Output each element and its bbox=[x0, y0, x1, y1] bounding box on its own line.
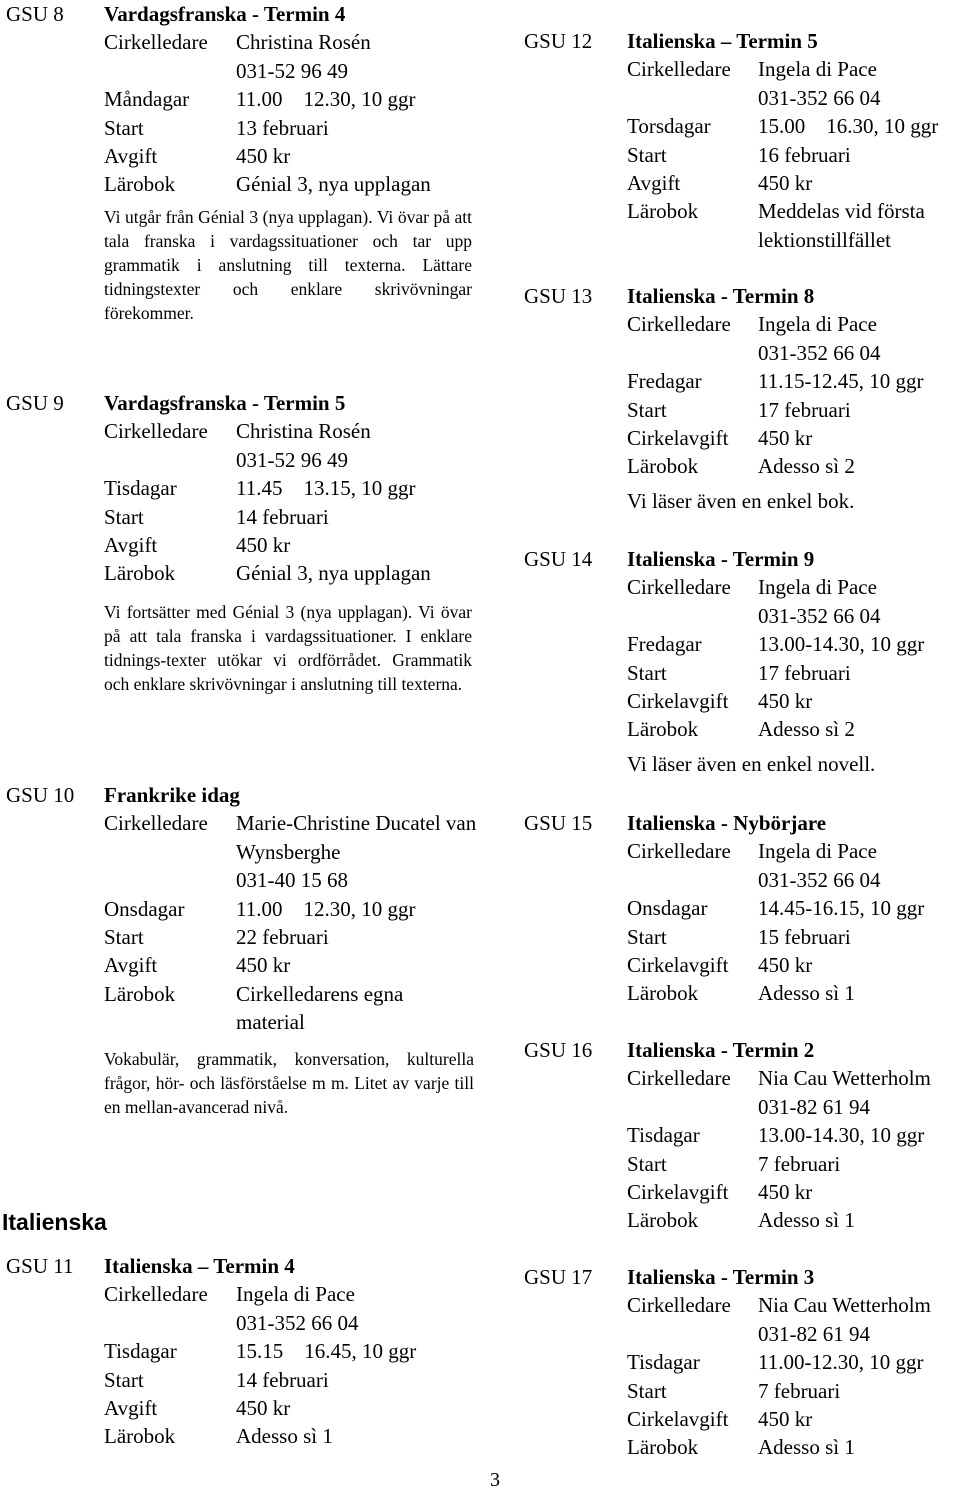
book-label: Lärobok bbox=[627, 1208, 699, 1233]
leader-name: Nia Cau Wetterholm bbox=[758, 1066, 931, 1091]
day-label: Onsdagar bbox=[627, 896, 708, 921]
book-value: Adesso sì 1 bbox=[236, 1424, 333, 1449]
course-title: Italienska - Nybörjare bbox=[627, 811, 827, 835]
course-title: Italienska - Termin 3 bbox=[627, 1265, 815, 1289]
book-label: Lärobok bbox=[627, 454, 699, 479]
start-date: 14 februari bbox=[236, 504, 329, 529]
leader-name: Ingela di Pace bbox=[758, 57, 877, 82]
fee-label: Cirkelavgift bbox=[627, 688, 729, 713]
start-label: Start bbox=[104, 924, 144, 949]
leader-name: Ingela di Pace bbox=[758, 312, 877, 337]
day-label: Fredagar bbox=[627, 632, 702, 657]
day-label: Tisdagar bbox=[627, 1123, 700, 1148]
leader-label: Cirkelledare bbox=[104, 30, 208, 55]
start-date: 17 februari bbox=[758, 660, 851, 685]
leader-name: Ingela di Pace bbox=[758, 575, 877, 600]
day-label: Onsdagar bbox=[104, 896, 185, 921]
time-value: 11.00 12.30, 10 ggr bbox=[236, 896, 416, 921]
fee-value: 450 kr bbox=[758, 425, 813, 450]
course-code: GSU 16 bbox=[524, 1038, 593, 1062]
book-label: Lärobok bbox=[627, 981, 699, 1006]
book-label: Lärobok bbox=[627, 717, 699, 742]
time-value: 15.00 16.30, 10 ggr bbox=[758, 114, 939, 139]
fee-value: 450 kr bbox=[758, 952, 813, 977]
fee-value: 450 kr bbox=[758, 1406, 813, 1431]
book-label: Lärobok bbox=[104, 172, 176, 197]
course-code: GSU 12 bbox=[524, 29, 593, 53]
leader-label: Cirkelledare bbox=[627, 839, 731, 864]
fee-label: Avgift bbox=[104, 532, 158, 557]
phone-number: 031-82 61 94 bbox=[758, 1094, 870, 1119]
day-label: Tisdagar bbox=[104, 1339, 177, 1364]
start-label: Start bbox=[104, 504, 144, 529]
course-description: Vokabulär, grammatik, konversation, kulturella frågor, hör- och läsförståelse m m. Litet av varje till en mellan-avancerad nivå. bbox=[104, 1048, 474, 1117]
phone-number: 031-40 15 68 bbox=[236, 868, 348, 893]
course-code: GSU 13 bbox=[524, 284, 593, 308]
phone-number: 031-352 66 04 bbox=[758, 85, 881, 110]
phone-number: 031-352 66 04 bbox=[758, 867, 881, 892]
fee-value: 450 kr bbox=[758, 688, 813, 713]
time-value: 15.15 16.45, 10 ggr bbox=[236, 1339, 417, 1364]
phone-number: 031-352 66 04 bbox=[758, 603, 881, 628]
course-title: Vardagsfranska - Termin 4 bbox=[104, 2, 346, 26]
course-code: GSU 15 bbox=[524, 811, 593, 835]
course-code: GSU 14 bbox=[524, 547, 593, 571]
course-code: GSU 10 bbox=[6, 783, 75, 807]
start-label: Start bbox=[627, 142, 667, 167]
phone-number: 031-52 96 49 bbox=[236, 447, 348, 472]
time-value: 14.45-16.15, 10 ggr bbox=[758, 896, 925, 921]
fee-value: 450 kr bbox=[758, 170, 813, 195]
start-label: Start bbox=[627, 397, 667, 422]
start-date: 7 februari bbox=[758, 1151, 841, 1176]
book-value: Meddelas vid första lektionstillfället bbox=[758, 199, 925, 252]
book-label: Lärobok bbox=[104, 981, 176, 1006]
course-description: Vi fortsätter med Génial 3 (nya upplagan). Vi övar på att tala franska i vardagssituationer. I enklare tidnings-texter utökar vi ordförrådet. Grammatik och enklare skrivövningar i anslutning till texterna. bbox=[104, 601, 472, 694]
start-date: 15 februari bbox=[758, 924, 851, 949]
start-label: Start bbox=[627, 1151, 667, 1176]
fee-value: 450 kr bbox=[236, 143, 291, 168]
start-label: Start bbox=[104, 115, 144, 140]
leader-label: Cirkelledare bbox=[104, 1282, 208, 1307]
leader-name: Ingela di Pace bbox=[236, 1282, 355, 1307]
page-number: 3 bbox=[490, 1469, 500, 1491]
section-heading-italian: Italienska bbox=[2, 1209, 107, 1235]
start-label: Start bbox=[627, 1378, 667, 1403]
day-label: Fredagar bbox=[627, 369, 702, 394]
fee-label: Cirkelavgift bbox=[627, 1179, 729, 1204]
fee-label: Avgift bbox=[627, 170, 681, 195]
book-value: Adesso sì 2 bbox=[758, 717, 855, 742]
course-title: Italienska – Termin 4 bbox=[104, 1254, 295, 1278]
leader-name: Nia Cau Wetterholm bbox=[758, 1293, 931, 1318]
start-date: 14 februari bbox=[236, 1367, 329, 1392]
leader-label: Cirkelledare bbox=[627, 1293, 731, 1318]
fee-label: Avgift bbox=[104, 953, 158, 978]
book-label: Lärobok bbox=[104, 561, 176, 586]
start-date: 17 februari bbox=[758, 397, 851, 422]
course-code: GSU 11 bbox=[6, 1254, 74, 1278]
course-code: GSU 8 bbox=[6, 2, 64, 26]
course-title: Italienska – Termin 5 bbox=[627, 29, 818, 53]
fee-value: 450 kr bbox=[758, 1179, 813, 1204]
course-title: Italienska - Termin 2 bbox=[627, 1038, 815, 1062]
course-note: Vi läser även en enkel novell. bbox=[627, 751, 876, 776]
leader-label: Cirkelledare bbox=[627, 312, 731, 337]
day-label: Tisdagar bbox=[627, 1350, 700, 1375]
course-description: Vi utgår från Génial 3 (nya upplagan). Vi övar på att tala franska i vardagssituationer och tar upp grammatik i anslutning till texterna. Lättare tidningstexter och enklare skrivövningar förekommer. bbox=[104, 206, 472, 323]
start-date: 13 februari bbox=[236, 115, 329, 140]
phone-number: 031-352 66 04 bbox=[758, 340, 881, 365]
leader-name: Ingela di Pace bbox=[758, 839, 877, 864]
time-value: 11.45 13.15, 10 ggr bbox=[236, 476, 416, 501]
start-date: 22 februari bbox=[236, 924, 329, 949]
fee-label: Avgift bbox=[104, 1395, 158, 1420]
fee-value: 450 kr bbox=[236, 1395, 291, 1420]
fee-label: Avgift bbox=[104, 143, 158, 168]
course-title: Italienska - Termin 8 bbox=[627, 284, 815, 308]
course-title: Vardagsfranska - Termin 5 bbox=[104, 391, 346, 415]
book-value: Cirkelledarens egna material bbox=[236, 981, 404, 1035]
time-value: 11.15-12.45, 10 ggr bbox=[758, 369, 924, 394]
leader-name: Christina Rosén bbox=[236, 419, 371, 444]
leader-label: Cirkelledare bbox=[104, 419, 208, 444]
book-label: Lärobok bbox=[627, 199, 699, 224]
phone-number: 031-82 61 94 bbox=[758, 1321, 870, 1346]
phone-number: 031-52 96 49 bbox=[236, 58, 348, 83]
time-value: 13.00-14.30, 10 ggr bbox=[758, 632, 925, 657]
book-value: Adesso sì 1 bbox=[758, 1435, 855, 1460]
book-value: Génial 3, nya upplagan bbox=[236, 172, 431, 197]
phone-number: 031-352 66 04 bbox=[236, 1310, 359, 1335]
time-value: 11.00-12.30, 10 ggr bbox=[758, 1350, 924, 1375]
course-code: GSU 9 bbox=[6, 391, 64, 415]
course-note: Vi läser även en enkel bok. bbox=[627, 488, 855, 513]
book-value: Génial 3, nya upplagan bbox=[236, 561, 431, 586]
day-label: Tisdagar bbox=[104, 476, 177, 501]
day-label: Måndagar bbox=[104, 87, 190, 112]
fee-label: Cirkelavgift bbox=[627, 425, 729, 450]
leader-name: Christina Rosén bbox=[236, 30, 371, 55]
fee-value: 450 kr bbox=[236, 953, 291, 978]
fee-value: 450 kr bbox=[236, 532, 291, 557]
course-code: GSU 17 bbox=[524, 1265, 593, 1289]
start-date: 16 februari bbox=[758, 142, 851, 167]
leader-name: Marie-Christine Ducatel van Wynsberghe bbox=[236, 811, 477, 864]
course-title: Italienska - Termin 9 bbox=[627, 547, 815, 571]
book-value: Adesso sì 1 bbox=[758, 1208, 855, 1233]
fee-label: Cirkelavgift bbox=[627, 1406, 729, 1431]
start-label: Start bbox=[627, 924, 667, 949]
time-value: 13.00-14.30, 10 ggr bbox=[758, 1123, 925, 1148]
day-label: Torsdagar bbox=[627, 114, 711, 139]
book-value: Adesso sì 1 bbox=[758, 981, 855, 1006]
course-title: Frankrike idag bbox=[104, 783, 240, 807]
leader-label: Cirkelledare bbox=[627, 1066, 731, 1091]
leader-label: Cirkelledare bbox=[104, 811, 208, 836]
start-label: Start bbox=[627, 660, 667, 685]
book-label: Lärobok bbox=[627, 1435, 699, 1460]
leader-label: Cirkelledare bbox=[627, 575, 731, 600]
leader-label: Cirkelledare bbox=[627, 57, 731, 82]
start-label: Start bbox=[104, 1367, 144, 1392]
fee-label: Cirkelavgift bbox=[627, 952, 729, 977]
book-value: Adesso sì 2 bbox=[758, 454, 855, 479]
book-label: Lärobok bbox=[104, 1424, 176, 1449]
start-date: 7 februari bbox=[758, 1378, 841, 1403]
time-value: 11.00 12.30, 10 ggr bbox=[236, 87, 416, 112]
